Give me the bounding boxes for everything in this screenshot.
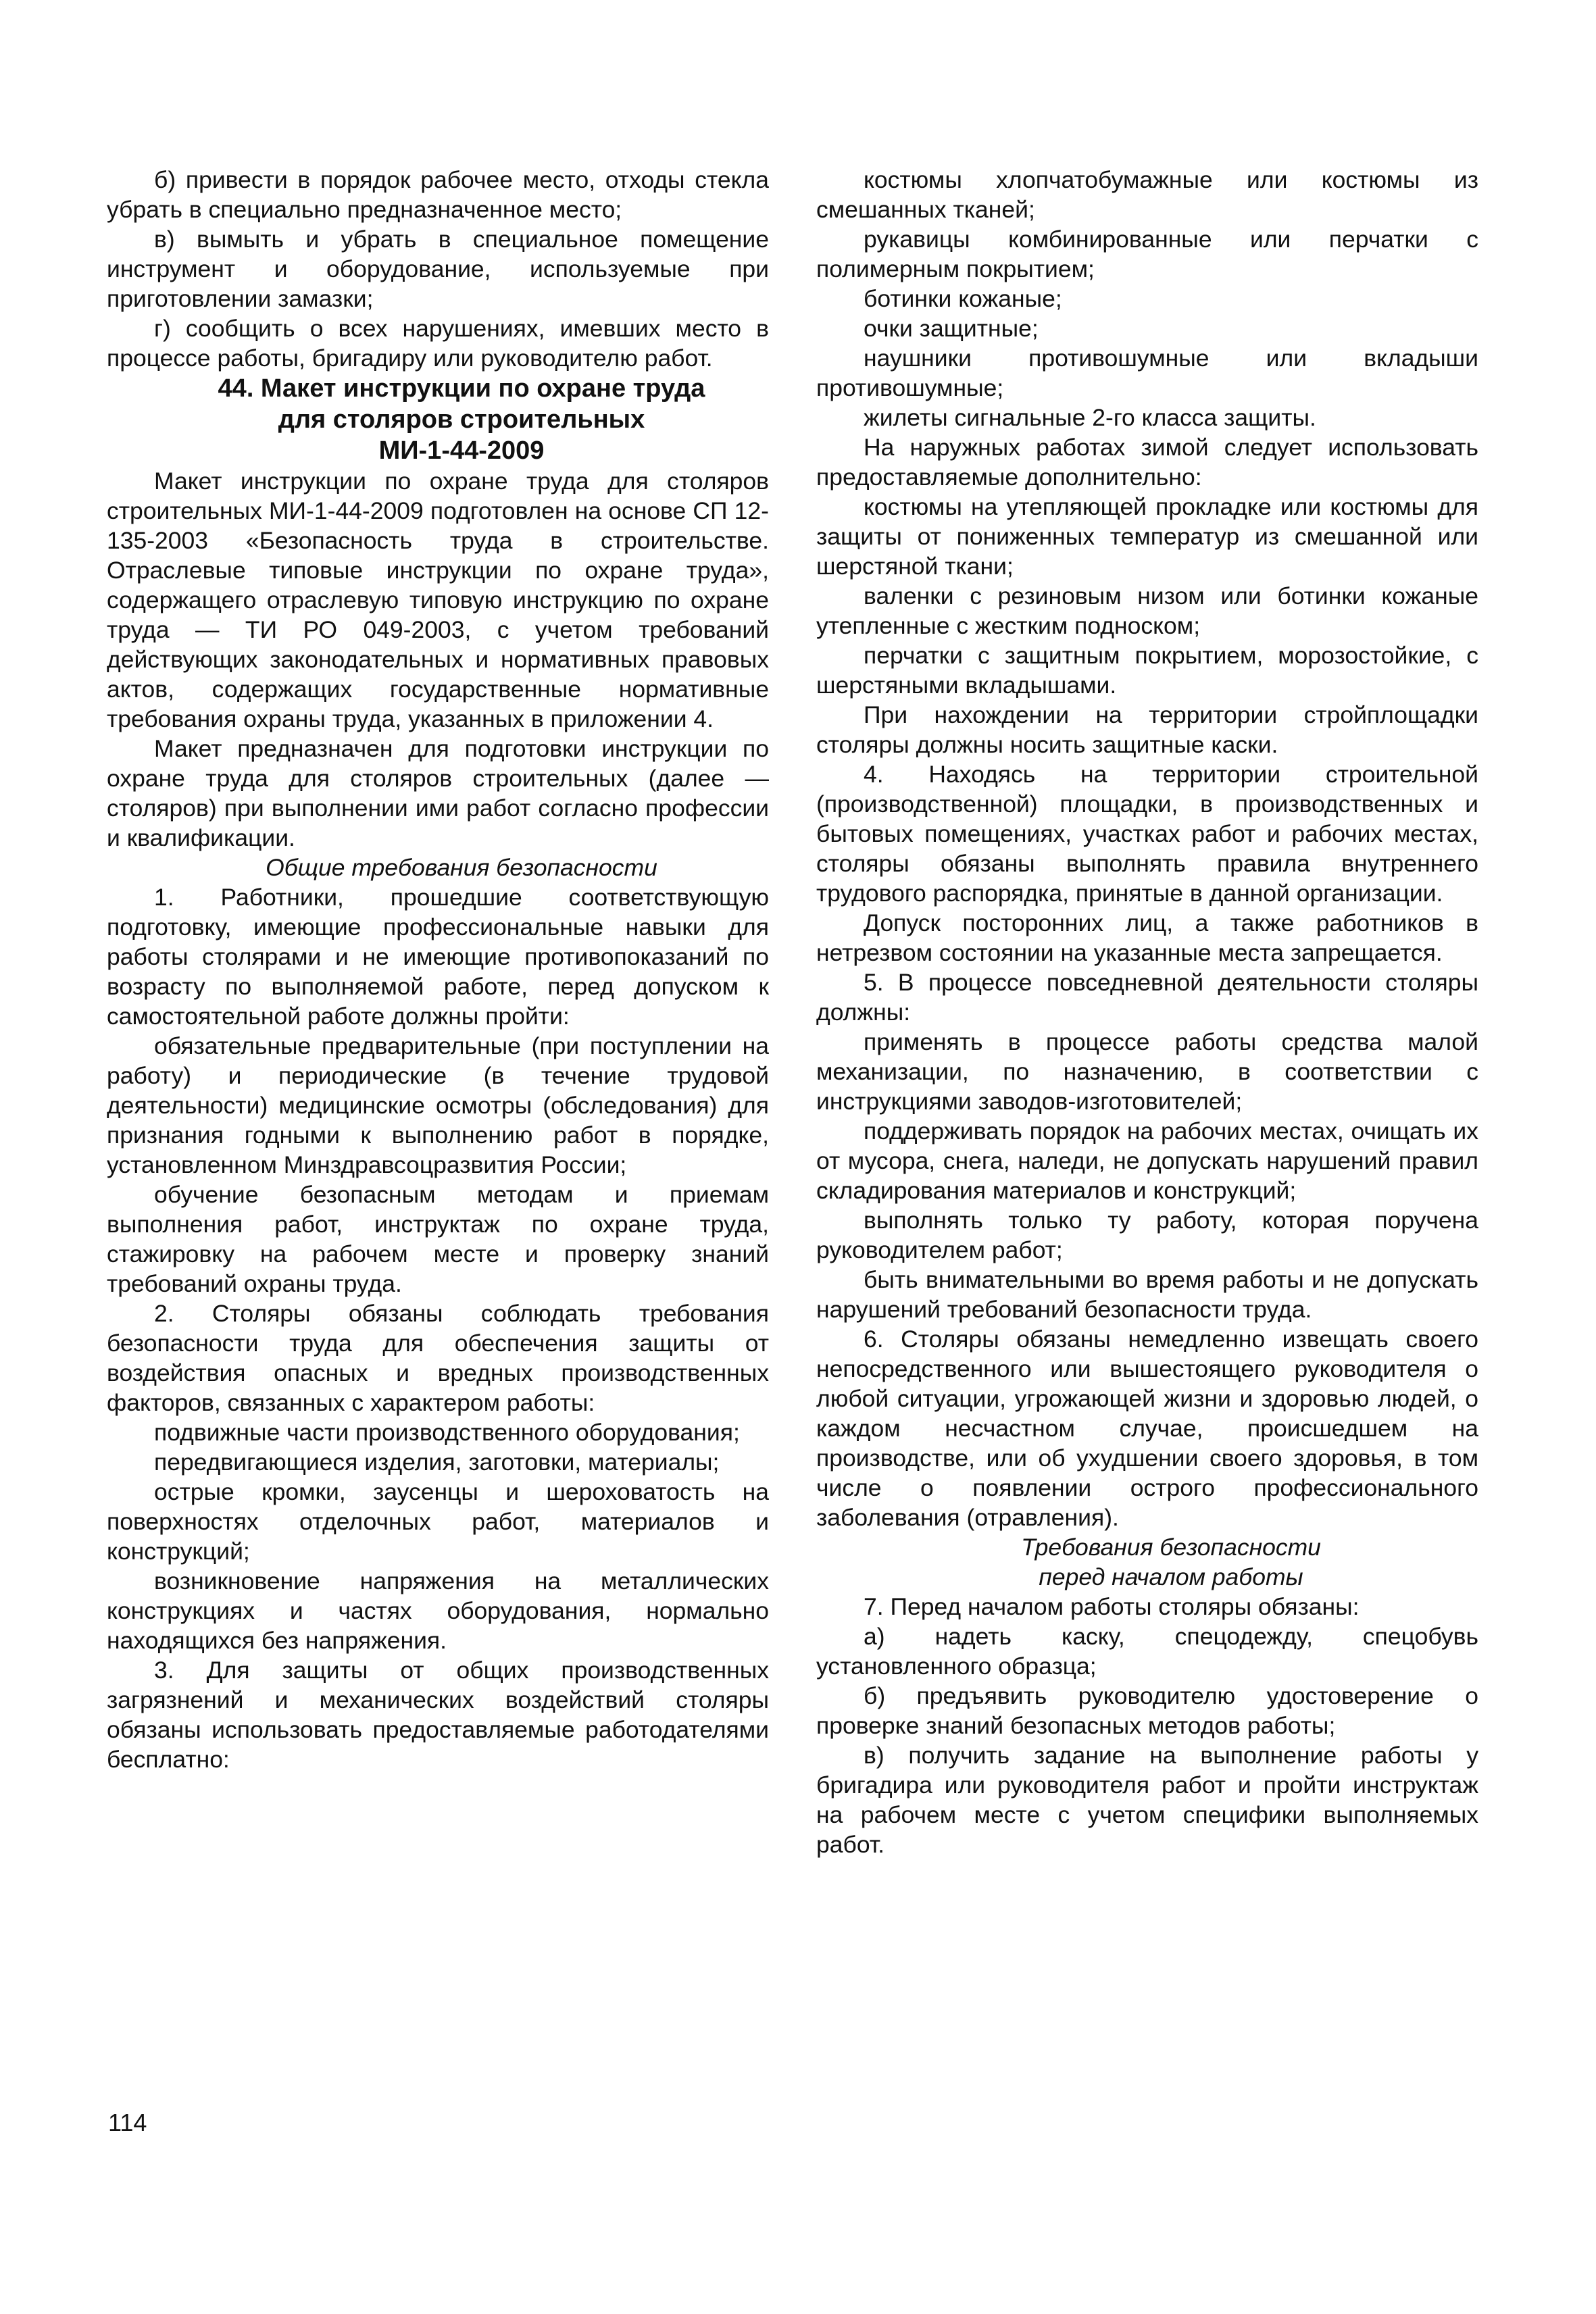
paragraph: обучение безопасным методам и приемам выполнения работ, инструктаж по охране труда, стажировку на рабочем месте и проверку знаний требований охраны труда. xyxy=(107,1181,769,1297)
paragraph: 3. Для защиты от общих производственных загрязнений и механических воздействий столяры обязаны использовать предоставляемые работодателями бесплатно: xyxy=(107,1657,769,1773)
paragraph: Макет инструкции по охране труда для столяров строительных МИ-1-44-2009 подготовлен на основе СП 12-135-2003 «Безопасность труда в строительстве. Отраслевые типовые инструкции по охране труда», содержащего отраслевую типовую инструкцию по охране труда — ТИ РО 049-2003, с учетом требований действующих законодательных и нормативных правовых актов, содержащих государственные нормативные требования охраны труда, указанных в приложении 4. xyxy=(107,468,769,732)
paragraph: перчатки с защитным покрытием, морозостойкие, с шерстяными вкладышами. xyxy=(816,642,1478,699)
paragraph: в) вымыть и убрать в специальное помещение инструмент и оборудование, используемые при приготовлении замазки; xyxy=(107,226,769,312)
paragraph: б) предъявить руководителю удостоверение о проверке знаний безопасных методов работы; xyxy=(816,1682,1478,1739)
paragraph: 7. Перед началом работы столяры обязаны: xyxy=(864,1593,1360,1620)
paragraph: 6. Столяры обязаны немедленно извещать своего непосредственного или вышестоящего руководителя о любой ситуации, угрожающей жизни и здоровью людей, о каждом несчастном случае, происшедшем на производстве, или об ухудшении своего здоровья, в том числе о появлении острого профессионального заболевания (отравления). xyxy=(816,1326,1478,1531)
section-title-line: для столяров строительных xyxy=(278,405,645,434)
paragraph: На наружных работах зимой следует использовать предоставляемые дополнительно: xyxy=(816,434,1478,491)
section-title-line: МИ-1-44-2009 xyxy=(378,436,545,465)
paragraph: б) привести в порядок рабочее место, отходы стекла убрать в специально предназначенное место; xyxy=(107,166,769,223)
paragraph: Макет предназначен для подготовки инструкции по охране труда для столяров строительных (далее — столяров) при выполнении ими работ согласно профессии и квалификации. xyxy=(107,735,769,851)
left-column xyxy=(107,165,769,1774)
paragraph: а) надеть каску, спецодежду, спецобувь установленного образца; xyxy=(816,1623,1478,1680)
paragraph: 1. Работники, прошедшие соответствующую подготовку, имеющие профессиональные навыки для работы столярами и не имеющие противопоказаний по возрасту по выполняемой работе, перед допуском к самостоятельной работе должны пройти: xyxy=(107,884,769,1030)
paragraph: применять в процессе работы средства малой механизации, по назначению, в соответствии с инструкциями заводов-изготовителей; xyxy=(816,1028,1478,1115)
paragraph: 4. Находясь на территории строительной (производственной) площадки, в производственных и бытовых помещениях, участках работ и рабочих местах, столяры обязаны выполнять правила внутреннего трудового распорядка, принятые в данной организации. xyxy=(816,761,1478,907)
paragraph: костюмы хлопчатобумажные или костюмы из смешанных тканей; xyxy=(816,166,1478,223)
paragraph: Допуск посторонних лиц, а также работников в нетрезвом состоянии на указанные места запрещается. xyxy=(816,909,1478,966)
section-title xyxy=(107,373,769,466)
paragraph: наушники противошумные или вкладыши противошумные; xyxy=(816,345,1478,401)
paragraph: жилеты сигнальные 2-го класса защиты. xyxy=(864,404,1316,431)
paragraph: поддерживать порядок на рабочих местах, очищать их от мусора, снега, наледи, не допускать нарушений правил складирования материалов и конструкций; xyxy=(816,1117,1478,1204)
paragraph: 5. В процессе повседневной деятельности столяры должны: xyxy=(816,969,1478,1026)
page-number: 114 xyxy=(108,2109,147,2136)
subheading-line: Требования безопасности xyxy=(1021,1534,1321,1561)
paragraph: быть внимательными во время работы и не допускать нарушений требований безопасности труда. xyxy=(816,1266,1478,1323)
paragraph: костюмы на утепляющей прокладке или костюмы для защиты от пониженных температур из смешанной или шерстяной ткани; xyxy=(816,493,1478,580)
paragraph: выполнять только ту работу, которая поручена руководителем работ; xyxy=(816,1207,1478,1263)
paragraph: в) получить задание на выполнение работы у бригадира или руководителя работ и пройти инструктаж на рабочем месте с учетом специфики выполняемых работ. xyxy=(816,1742,1478,1858)
paragraph: При нахождении на территории стройплощадки столяры должны носить защитные каски. xyxy=(816,701,1478,758)
subheading-line: перед началом работы xyxy=(1039,1563,1303,1590)
subheading xyxy=(816,1532,1478,1592)
paragraph: острые кромки, заусенцы и шероховатость на поверхностях отделочных работ, материалов и конструкций; xyxy=(107,1478,769,1565)
paragraph: обязательные предварительные (при поступлении на работу) и периодические (в течение трудовой деятельности) медицинские осмотры (обследования) для признания годными к выполнению работ в порядке, установленном Минздравсоцразвития России; xyxy=(107,1032,769,1178)
right-column xyxy=(816,165,1478,1859)
paragraph: рукавицы комбинированные или перчатки с полимерным покрытием; xyxy=(816,226,1478,282)
paragraph: очки защитные; xyxy=(864,315,1039,342)
paragraph: валенки с резиновым низом или ботинки кожаные утепленные с жестким подноском; xyxy=(816,582,1478,639)
paragraph: г) сообщить о всех нарушениях, имевших место в процессе работы, бригадиру или руководителю работ. xyxy=(107,315,769,372)
subheading: Общие требования безопасности xyxy=(266,854,657,881)
paragraph: возникновение напряжения на металлических конструкциях и частях оборудования, нормально находящихся без напряжения. xyxy=(107,1567,769,1654)
paragraph: 2. Столяры обязаны соблюдать требования безопасности труда для обеспечения защиты от воздействия опасных и вредных производственных факторов, связанных с характером работы: xyxy=(107,1300,769,1416)
paragraph: ботинки кожаные; xyxy=(864,285,1062,312)
paragraph: подвижные части производственного оборудования; xyxy=(154,1419,740,1446)
paragraph: передвигающиеся изделия, заготовки, материалы; xyxy=(154,1449,720,1476)
section-title-line: 44. Макет инструкции по охране труда xyxy=(218,374,705,403)
